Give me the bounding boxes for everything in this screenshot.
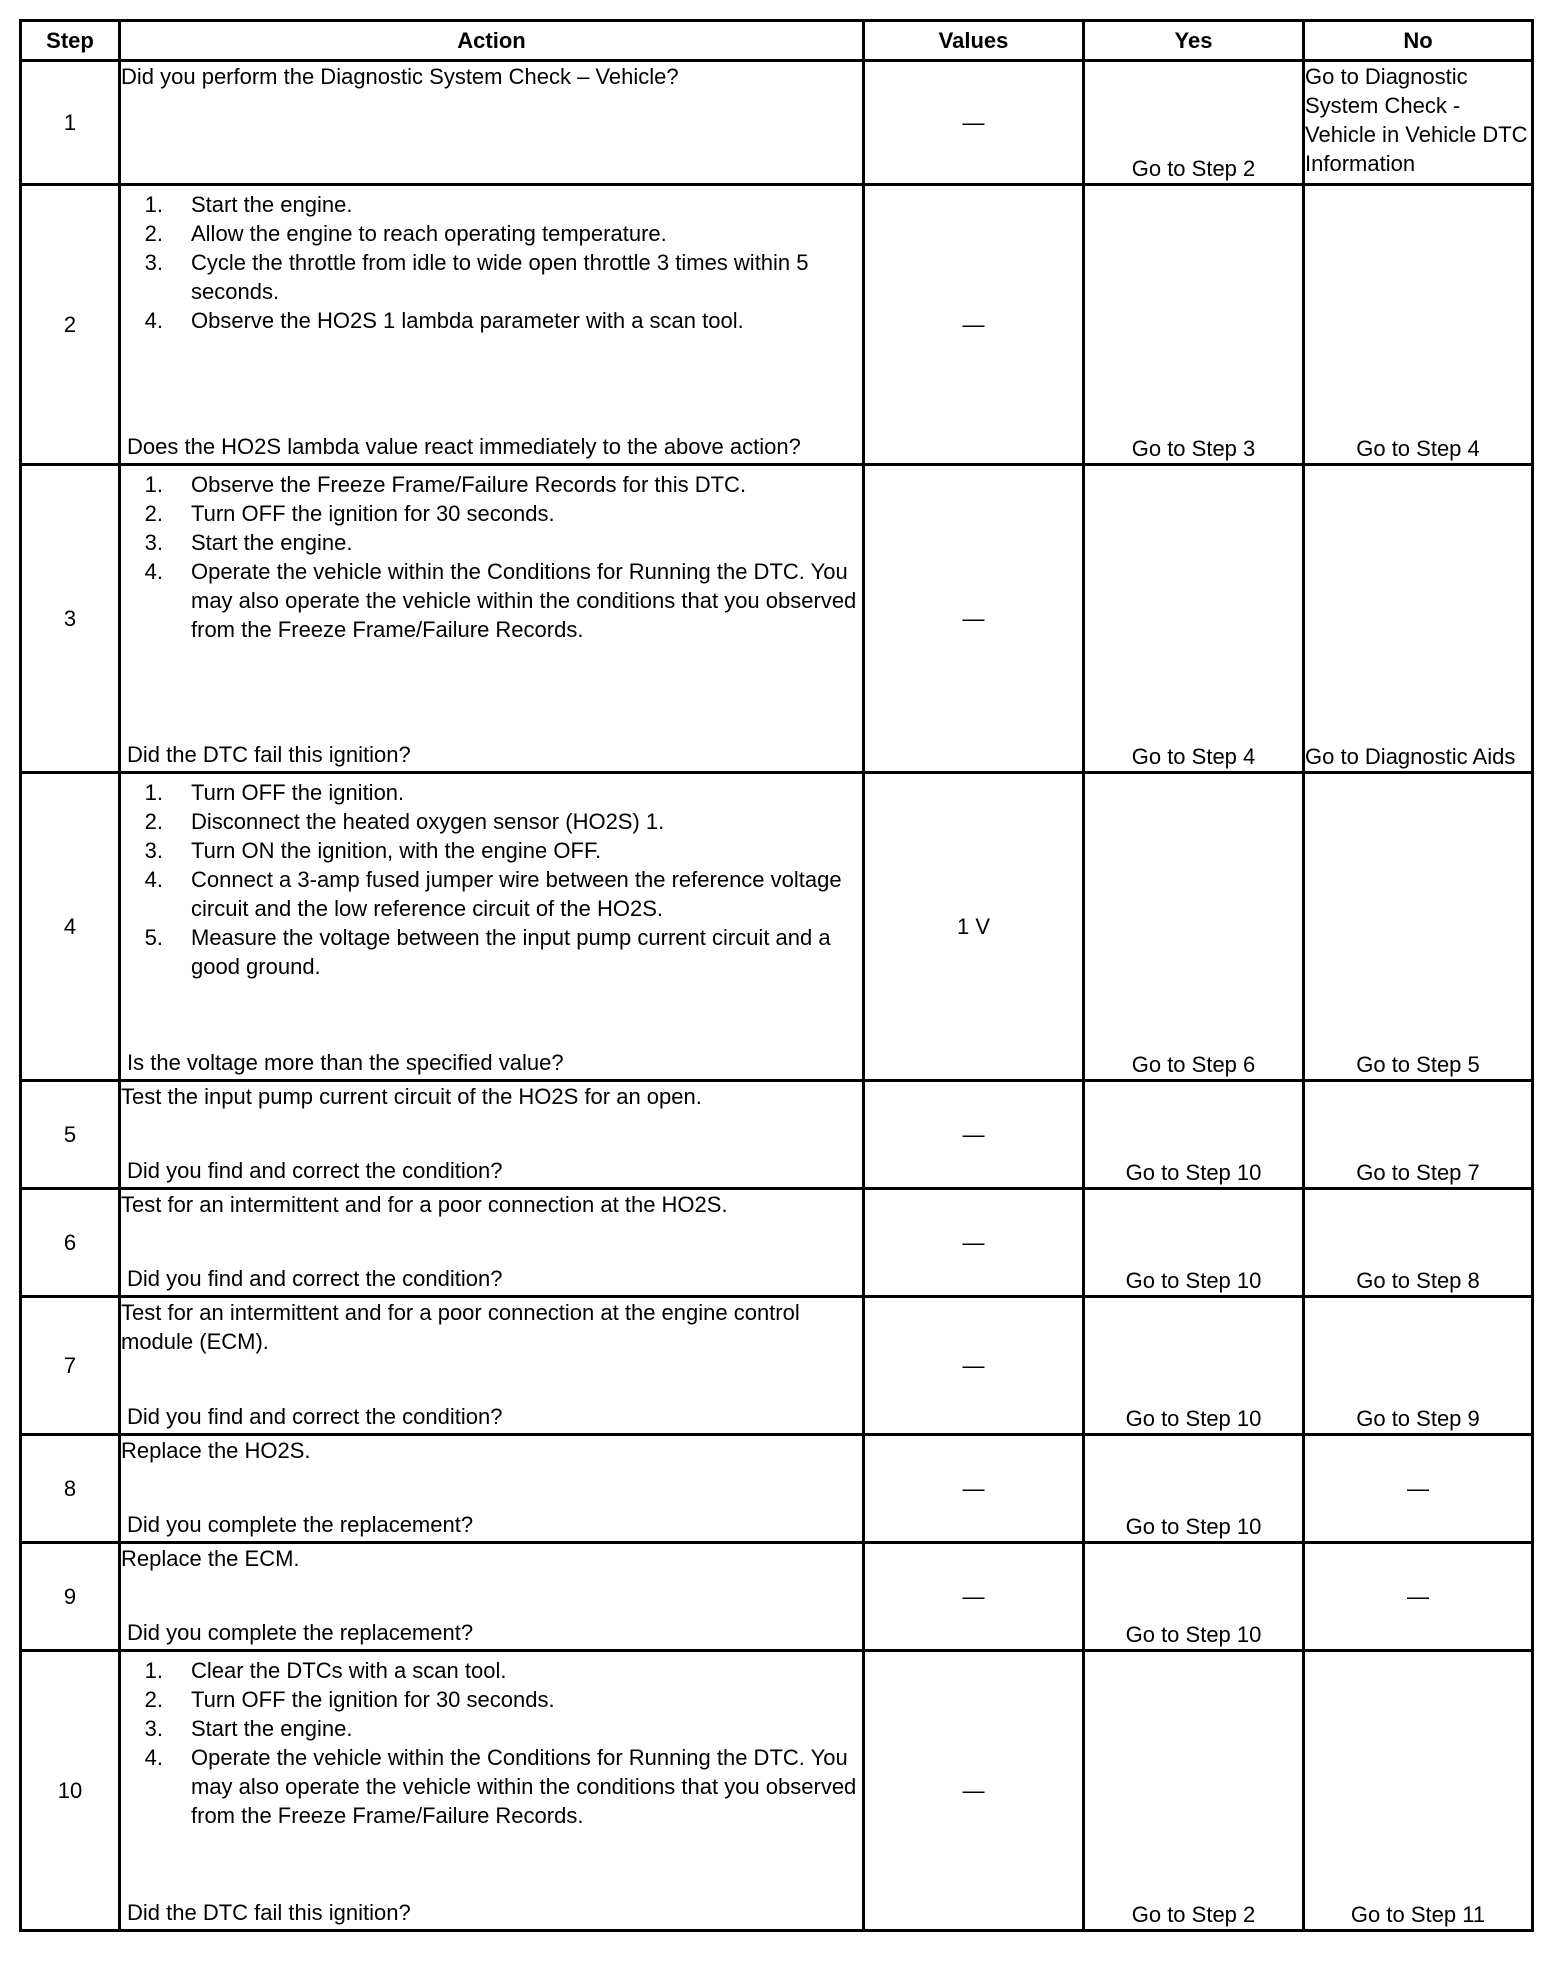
action-step-number: 2. bbox=[144, 501, 163, 526]
no-cell: Go to Step 8 bbox=[1304, 1189, 1533, 1297]
action-step-item bbox=[121, 1714, 862, 1743]
action-step-number: 2. bbox=[144, 1687, 163, 1712]
yes-cell: Go to Step 3 bbox=[1084, 185, 1304, 465]
action-text: Did you perform the Diagnostic System Check – Vehicle? bbox=[121, 64, 679, 89]
values-cell: — bbox=[864, 465, 1084, 773]
action-step-item bbox=[121, 248, 862, 306]
action-step-text: Turn ON the ignition, with the engine OFF. bbox=[191, 838, 602, 863]
step-number: 3 bbox=[21, 465, 120, 773]
step-number: 9 bbox=[21, 1543, 120, 1651]
action-cell bbox=[120, 1297, 864, 1435]
values-cell: — bbox=[864, 61, 1084, 185]
action-step-item bbox=[121, 923, 862, 981]
action-step-item bbox=[121, 470, 862, 499]
no-cell: Go to Diagnostic System Check - Vehicle in Vehicle DTC Information bbox=[1304, 61, 1533, 185]
action-step-item bbox=[121, 778, 862, 807]
action-step-item bbox=[121, 1743, 862, 1830]
table-row bbox=[21, 1435, 1533, 1543]
action-step-item bbox=[121, 306, 862, 335]
action-step-item bbox=[121, 557, 862, 644]
action-question: Is the voltage more than the specified value? bbox=[127, 1050, 564, 1075]
header-no: No bbox=[1304, 21, 1533, 61]
values-cell: — bbox=[864, 1081, 1084, 1189]
no-cell: Go to Step 4 bbox=[1304, 185, 1533, 465]
action-step-text: Connect a 3-amp fused jumper wire between the reference voltage circuit and the low reference circuit of the HO2S. bbox=[191, 867, 842, 921]
action-step-text: Start the engine. bbox=[191, 530, 353, 555]
action-cell bbox=[120, 1435, 864, 1543]
action-question: Did you complete the replacement? bbox=[127, 1620, 474, 1645]
no-cell: Go to Diagnostic Aids bbox=[1304, 465, 1533, 773]
values-cell: — bbox=[864, 1651, 1084, 1931]
step-number: 10 bbox=[21, 1651, 120, 1931]
action-question: Did the DTC fail this ignition? bbox=[127, 1900, 411, 1925]
action-text: Test the input pump current circuit of the HO2S for an open. bbox=[121, 1084, 702, 1109]
header-action: Action bbox=[120, 21, 864, 61]
action-question: Did you find and correct the condition? bbox=[127, 1266, 503, 1291]
action-question: Did you find and correct the condition? bbox=[127, 1404, 503, 1429]
action-step-item bbox=[121, 528, 862, 557]
table-row bbox=[21, 1543, 1533, 1651]
action-step-number: 2. bbox=[144, 809, 163, 834]
yes-cell: Go to Step 10 bbox=[1084, 1189, 1304, 1297]
step-number: 5 bbox=[21, 1081, 120, 1189]
action-step-text: Clear the DTCs with a scan tool. bbox=[191, 1658, 507, 1683]
action-step-number: 3. bbox=[144, 838, 163, 863]
action-step-text: Disconnect the heated oxygen sensor (HO2S) 1. bbox=[191, 809, 665, 834]
action-text: Test for an intermittent and for a poor connection at the HO2S. bbox=[121, 1192, 728, 1217]
action-step-number: 1. bbox=[144, 780, 163, 805]
table-row bbox=[21, 1081, 1533, 1189]
action-step-item bbox=[121, 1685, 862, 1714]
action-step-number: 4. bbox=[144, 308, 163, 333]
action-steps-list bbox=[121, 470, 862, 644]
action-step-number: 1. bbox=[144, 192, 163, 217]
action-cell bbox=[120, 1651, 864, 1931]
table-row bbox=[21, 61, 1533, 185]
values-cell: — bbox=[864, 1189, 1084, 1297]
action-step-number: 4. bbox=[144, 867, 163, 892]
action-step-item bbox=[121, 219, 862, 248]
action-step-item bbox=[121, 1656, 862, 1685]
header-values: Values bbox=[864, 21, 1084, 61]
action-step-number: 4. bbox=[144, 559, 163, 584]
header-step: Step bbox=[21, 21, 120, 61]
action-cell bbox=[120, 1081, 864, 1189]
action-step-text: Start the engine. bbox=[191, 192, 353, 217]
values-cell: — bbox=[864, 185, 1084, 465]
action-step-number: 4. bbox=[144, 1745, 163, 1770]
no-cell: — bbox=[1304, 1543, 1533, 1651]
table-row bbox=[21, 1189, 1533, 1297]
table-row bbox=[21, 185, 1533, 465]
diagnostic-table bbox=[19, 19, 1534, 1932]
action-question: Did you complete the replacement? bbox=[127, 1512, 474, 1537]
action-step-number: 3. bbox=[144, 530, 163, 555]
table-row bbox=[21, 773, 1533, 1081]
yes-cell: Go to Step 10 bbox=[1084, 1435, 1304, 1543]
table-row bbox=[21, 1297, 1533, 1435]
action-question: Does the HO2S lambda value react immediately to the above action? bbox=[127, 434, 801, 459]
action-step-text: Observe the HO2S 1 lambda parameter with a scan tool. bbox=[191, 308, 744, 333]
step-number: 8 bbox=[21, 1435, 120, 1543]
diagnostic-document bbox=[19, 19, 1531, 1947]
action-text: Test for an intermittent and for a poor connection at the engine control module (ECM). bbox=[121, 1300, 800, 1354]
action-step-text: Cycle the throttle from idle to wide open throttle 3 times within 5 seconds. bbox=[191, 250, 809, 304]
step-number: 7 bbox=[21, 1297, 120, 1435]
action-step-text: Turn OFF the ignition for 30 seconds. bbox=[191, 1687, 555, 1712]
action-step-text: Measure the voltage between the input pump current circuit and a good ground. bbox=[191, 925, 831, 979]
no-cell: Go to Step 9 bbox=[1304, 1297, 1533, 1435]
no-cell: Go to Step 11 bbox=[1304, 1651, 1533, 1931]
action-cell bbox=[120, 773, 864, 1081]
table-row bbox=[21, 465, 1533, 773]
action-steps-list bbox=[121, 190, 862, 335]
action-step-number: 3. bbox=[144, 250, 163, 275]
yes-cell: Go to Step 2 bbox=[1084, 61, 1304, 185]
yes-cell: Go to Step 10 bbox=[1084, 1297, 1304, 1435]
action-step-text: Operate the vehicle within the Conditions for Running the DTC. You may also operate the vehicle within the conditions that you observed from the Freeze Frame/Failure Records. bbox=[191, 1745, 857, 1828]
action-step-number: 5. bbox=[144, 925, 163, 950]
action-step-item bbox=[121, 865, 862, 923]
yes-cell: Go to Step 10 bbox=[1084, 1081, 1304, 1189]
action-step-text: Observe the Freeze Frame/Failure Records for this DTC. bbox=[191, 472, 747, 497]
table-header-row bbox=[21, 21, 1533, 61]
action-step-text: Turn OFF the ignition for 30 seconds. bbox=[191, 501, 555, 526]
action-steps-list bbox=[121, 778, 862, 981]
action-text: Replace the ECM. bbox=[121, 1546, 300, 1571]
no-cell: Go to Step 7 bbox=[1304, 1081, 1533, 1189]
action-cell bbox=[120, 61, 864, 185]
table-row bbox=[21, 1651, 1533, 1931]
values-cell: — bbox=[864, 1435, 1084, 1543]
action-step-item bbox=[121, 499, 862, 528]
action-step-item bbox=[121, 807, 862, 836]
yes-cell: Go to Step 2 bbox=[1084, 1651, 1304, 1931]
action-step-text: Start the engine. bbox=[191, 1716, 353, 1741]
no-cell: Go to Step 5 bbox=[1304, 773, 1533, 1081]
values-cell: — bbox=[864, 1543, 1084, 1651]
action-cell bbox=[120, 1189, 864, 1297]
step-number: 4 bbox=[21, 773, 120, 1081]
values-cell: — bbox=[864, 1297, 1084, 1435]
action-cell bbox=[120, 465, 864, 773]
action-step-text: Operate the vehicle within the Conditions for Running the DTC. You may also operate the vehicle within the conditions that you observed from the Freeze Frame/Failure Records. bbox=[191, 559, 857, 642]
yes-cell: Go to Step 6 bbox=[1084, 773, 1304, 1081]
step-number: 6 bbox=[21, 1189, 120, 1297]
step-number: 2 bbox=[21, 185, 120, 465]
action-step-number: 1. bbox=[144, 1658, 163, 1683]
action-text: Replace the HO2S. bbox=[121, 1438, 311, 1463]
action-steps-list bbox=[121, 1656, 862, 1830]
action-cell bbox=[120, 185, 864, 465]
step-number: 1 bbox=[21, 61, 120, 185]
action-question: Did you find and correct the condition? bbox=[127, 1158, 503, 1183]
action-step-item bbox=[121, 190, 862, 219]
action-step-number: 2. bbox=[144, 221, 163, 246]
yes-cell: Go to Step 4 bbox=[1084, 465, 1304, 773]
no-cell: — bbox=[1304, 1435, 1533, 1543]
table-body bbox=[21, 61, 1533, 1931]
action-cell bbox=[120, 1543, 864, 1651]
action-step-number: 1. bbox=[144, 472, 163, 497]
action-step-text: Turn OFF the ignition. bbox=[191, 780, 405, 805]
action-question: Did the DTC fail this ignition? bbox=[127, 742, 411, 767]
action-step-number: 3. bbox=[144, 1716, 163, 1741]
action-step-text: Allow the engine to reach operating temperature. bbox=[191, 221, 667, 246]
header-yes: Yes bbox=[1084, 21, 1304, 61]
yes-cell: Go to Step 10 bbox=[1084, 1543, 1304, 1651]
action-step-item bbox=[121, 836, 862, 865]
values-cell: 1 V bbox=[864, 773, 1084, 1081]
